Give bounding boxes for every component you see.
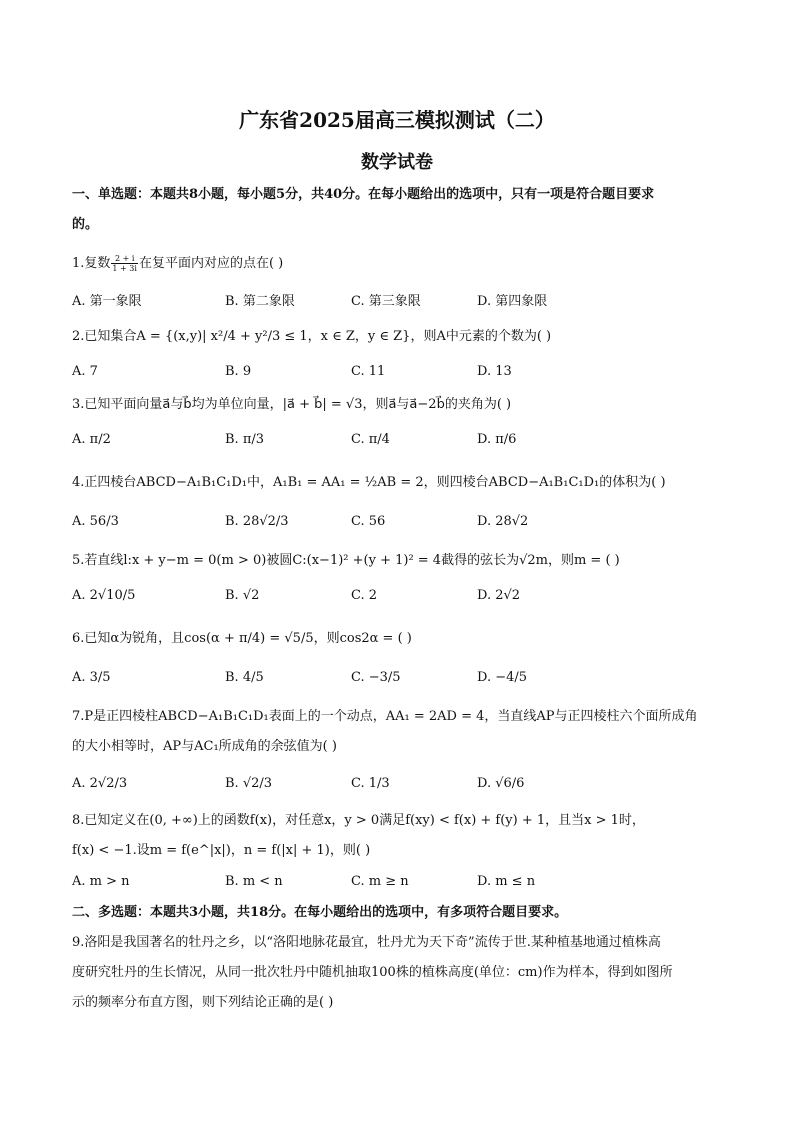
exam-subtitle: 数学试卷: [361, 152, 433, 173]
question-1: [72, 254, 283, 273]
q1-option-a: A. 第一象限: [72, 294, 142, 309]
q6-option-c: C. −3/5: [351, 670, 401, 685]
q1-option-c: C. 第三象限: [351, 294, 421, 309]
q7-option-c: C. 1/3: [351, 776, 390, 791]
question-7-cont: 的大小相等时，AP与AC₁所成角的余弦值为( ): [72, 739, 337, 754]
q3-option-a: A. π/2: [72, 432, 111, 447]
question-9-cont: 度研究牡丹的生长情况，从同一批次牡丹中随机抽取100株的植株高度(单位：cm)作为样本，得到如图所: [72, 965, 673, 980]
q3-options: [72, 432, 732, 450]
q1-option-d: D. 第四象限: [477, 294, 548, 309]
question-2: 2.已知集合A = {(x,y)| x²/4 + y²/3 ≤ 1，x ∈ Z，y ∈ Z}，则A中元素的个数为( ): [72, 329, 552, 344]
q8-options: [72, 874, 732, 892]
section1-heading-cont: 的。: [72, 217, 99, 232]
q1-numerator: 2 + i: [111, 254, 138, 264]
q6-options: [72, 670, 732, 688]
section1-heading: 一、单选题：本题共8小题，每小题5分，共40分。在每小题给出的选项中，只有一项是符合题目要求: [72, 187, 655, 202]
q5-options: [72, 588, 732, 606]
q1-options: [72, 290, 732, 308]
q3-option-c: C. π/4: [351, 432, 390, 447]
q1-suffix: 在复平面内对应的点在( ): [138, 256, 284, 271]
q8-option-b: B. m < n: [225, 874, 283, 889]
q3-option-d: D. π/6: [477, 432, 517, 447]
q6-option-a: A. 3/5: [72, 670, 111, 685]
q6-option-d: D. −4/5: [477, 670, 528, 685]
q5-option-a: A. 2√10/5: [72, 588, 136, 603]
q2-option-d: D. 13: [477, 364, 512, 379]
q2-option-b: B. 9: [225, 364, 252, 379]
q3-option-b: B. π/3: [225, 432, 265, 447]
section2-heading: 二、多选题：本题共3小题，共18分。在每小题给出的选项中，有多项符合题目要求。: [72, 905, 568, 920]
q7-option-a: A. 2√2/3: [72, 776, 128, 791]
q8-option-c: C. m ≥ n: [351, 874, 409, 889]
question-3: 3.已知平面向量a⃗与b⃗均为单位向量，|a⃗ + b⃗| = √3，则a⃗与a⃗−2b⃗的夹角为( ): [72, 397, 512, 412]
q7-option-d: D. √6/6: [477, 776, 525, 791]
exam-title: 广东省2025届高三模拟测试（二）: [239, 108, 555, 132]
q8-option-a: A. m > n: [72, 874, 130, 889]
q2-option-c: C. 11: [351, 364, 386, 379]
question-8-cont: f(x) < −1.设m = f(e^|x|)，n = f(|x| + 1)，则( ): [72, 843, 371, 858]
question-7: 7.P是正四棱柱ABCD−A₁B₁C₁D₁表面上的一个动点，AA₁ = 2AD = 4，当直线AP与正四棱柱六个面所成角: [72, 709, 698, 724]
q8-option-d: D. m ≤ n: [477, 874, 536, 889]
q1-denominator: 1 + 3i: [112, 264, 137, 273]
q1-prefix: 1.复数: [72, 256, 111, 271]
q4-option-a: A. 56/3: [72, 514, 119, 529]
q7-options: [72, 776, 732, 794]
q4-option-c: C. 56: [351, 514, 386, 529]
question-9: 9.洛阳是我国著名的牡丹之乡，以“洛阳地脉花最宜，牡丹尤为天下奇”流传于世.某种植基地通过植株高: [72, 935, 661, 950]
q4-option-b: B. 28√2/3: [225, 514, 289, 529]
q7-option-b: B. √2/3: [225, 776, 273, 791]
q5-option-c: C. 2: [351, 588, 378, 603]
q5-option-b: B. √2: [225, 588, 260, 603]
q2-options: [72, 364, 732, 382]
q4-options: [72, 514, 732, 532]
q1-option-b: B. 第二象限: [225, 294, 295, 309]
q6-option-b: B. 4/5: [225, 670, 264, 685]
question-4: 4.正四棱台ABCD−A₁B₁C₁D₁中，A₁B₁ = AA₁ = ½AB = 2，则四棱台ABCD−A₁B₁C₁D₁的体积为( ): [72, 475, 666, 490]
question-9-cont2: 示的频率分布直方图，则下列结论正确的是( ): [72, 995, 334, 1010]
q4-option-d: D. 28√2: [477, 514, 529, 529]
question-6: 6.已知α为锐角，且cos(α + π/4) = √5/5，则cos2α = ( ): [72, 631, 412, 646]
question-8: 8.已知定义在(0, +∞)上的函数f(x)，对任意x，y > 0满足f(xy) < f(x) + f(y) + 1，且当x > 1时，: [72, 813, 645, 828]
q2-option-a: A. 7: [72, 364, 98, 379]
question-5: 5.若直线l:x + y−m = 0(m > 0)被圆C:(x−1)² +(y + 1)² = 4截得的弦长为√2m，则m = ( ): [72, 553, 620, 568]
q5-option-d: D. 2√2: [477, 588, 521, 603]
q1-fraction: [111, 254, 138, 273]
